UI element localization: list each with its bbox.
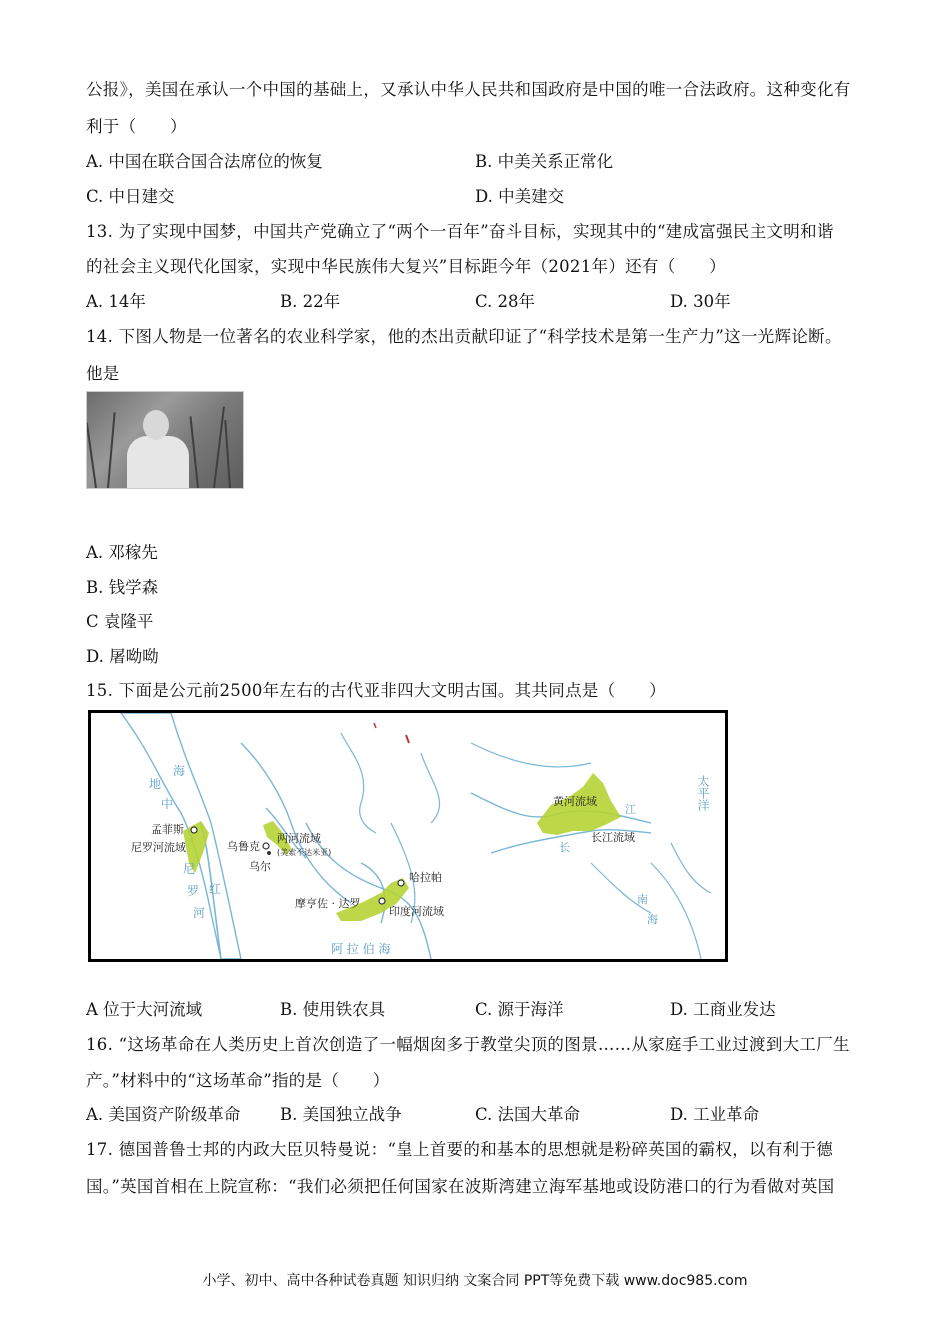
q16-stem: 产。”材料中的“这场革命”指的是（ ）	[86, 1071, 390, 1090]
label-arabian-sea: 阿 拉 伯 海	[331, 942, 391, 956]
q13-option-d[interactable]: D. 30年	[670, 292, 731, 311]
label-memphis: 孟菲斯	[151, 823, 184, 836]
q17-stem: 国。”英国首相在上院宣称：“我们必须把任何国家在波斯湾建立海军基地或设防港口的行为看做对英国	[86, 1177, 835, 1196]
q16-option-b[interactable]: B. 美国独立战争	[280, 1105, 402, 1124]
label-ur: 乌尔	[249, 860, 271, 873]
label-harappa: 哈拉帕	[409, 871, 442, 884]
label-ni: 尼	[183, 862, 196, 876]
label-nile: 尼罗河流域	[131, 841, 186, 854]
q13-stem: 13. 为了实现中国梦，中国共产党确立了“两个一百年”奋斗目标，实现其中的“建成富强民主文明和谐	[86, 222, 834, 241]
q12-option-b[interactable]: B. 中美关系正常化	[475, 152, 614, 171]
q15-option-d[interactable]: D. 工商业发达	[670, 1000, 776, 1019]
q17-stem: 17. 德国普鲁士邦的内政大臣贝特曼说：“皇上首要的和基本的思想就是粉碎英国的霸权，以有利于德	[86, 1140, 834, 1159]
q14-stem: 他是	[86, 364, 120, 383]
q15-option-c[interactable]: C. 源于海洋	[475, 1000, 564, 1019]
q15-option-a[interactable]: A 位于大河流域	[86, 1000, 203, 1019]
q12-option-d[interactable]: D. 中美建交	[475, 187, 565, 206]
q14-option-a[interactable]: A. 邓稼先	[86, 543, 158, 562]
q14-option-d[interactable]: D. 屠呦呦	[86, 647, 159, 666]
q16-stem: 16. “这场革命在人类历史上首次创造了一幅烟囱多于教堂尖顶的图景……从家庭手工业过渡到大工厂生	[86, 1035, 850, 1054]
label-luo: 罗	[187, 884, 200, 898]
q16-option-a[interactable]: A. 美国资产阶级革命	[86, 1105, 241, 1124]
label-pacific-1: 太平洋	[696, 775, 710, 811]
q13-option-b[interactable]: B. 22年	[280, 292, 341, 311]
q16-option-c[interactable]: C. 法国大革命	[475, 1105, 581, 1124]
label-two-rivers: 两河流域	[277, 832, 321, 845]
q12-option-a[interactable]: A. 中国在联合国合法席位的恢复	[86, 152, 323, 171]
text-line: 公报》，美国在承认一个中国的基础上，又承认中华人民共和国政府是中国的唯一合法政府。这种变化有	[86, 80, 851, 99]
page-footer: 小学、初中、高中各种试卷真题 知识归纳 文案合同 PPT等免费下载 www.doc985.com	[202, 1273, 748, 1289]
q13-option-c[interactable]: C. 28年	[475, 292, 536, 311]
q14-option-b[interactable]: B. 钱学森	[86, 578, 159, 597]
q13-option-a[interactable]: A. 14年	[86, 292, 146, 311]
label-hai2: 海	[647, 913, 658, 926]
label-hai: 海	[173, 764, 186, 778]
label-he: 河	[193, 906, 206, 920]
label-mohenjo: 摩亨佐 · 达罗	[295, 897, 361, 910]
q16-option-d[interactable]: D. 工业革命	[670, 1105, 760, 1124]
q15-stem: 15. 下面是公元前2500年左右的古代亚非四大文明古国。其共同点是（ ）	[86, 681, 666, 700]
label-jiang: 江	[625, 803, 636, 816]
q12-option-c[interactable]: C. 中日建交	[86, 187, 175, 206]
text-line: 利于（ ）	[86, 117, 187, 136]
label-yellow-river: 黄河流域	[553, 795, 597, 808]
label-uruk: 乌鲁克	[227, 840, 260, 853]
label-chang: 长	[559, 841, 570, 854]
q14-option-c[interactable]: C 袁隆平	[86, 612, 154, 631]
q15-option-b[interactable]: B. 使用铁农具	[280, 1000, 386, 1019]
q13-stem: 的社会主义现代化国家，实现中华民族伟大复兴”目标距今年（2021年）还有（ ）	[86, 257, 726, 276]
label-zhong: 中	[161, 797, 174, 811]
label-yangtze: 长江流域	[591, 831, 635, 844]
label-indus: 印度河流域	[389, 905, 444, 918]
label-mesopotamia: (美索不达米亚)	[277, 848, 332, 857]
ancient-civilizations-map	[88, 710, 728, 962]
scientist-photo	[86, 391, 244, 489]
label-hong: 红	[209, 882, 222, 896]
q14-stem: 14. 下图人物是一位著名的农业科学家，他的杰出贡献印证了“科学技术是第一生产力”这一光辉论断。	[86, 327, 842, 346]
label-nan: 南	[637, 893, 648, 906]
label-di: 地	[149, 777, 162, 791]
